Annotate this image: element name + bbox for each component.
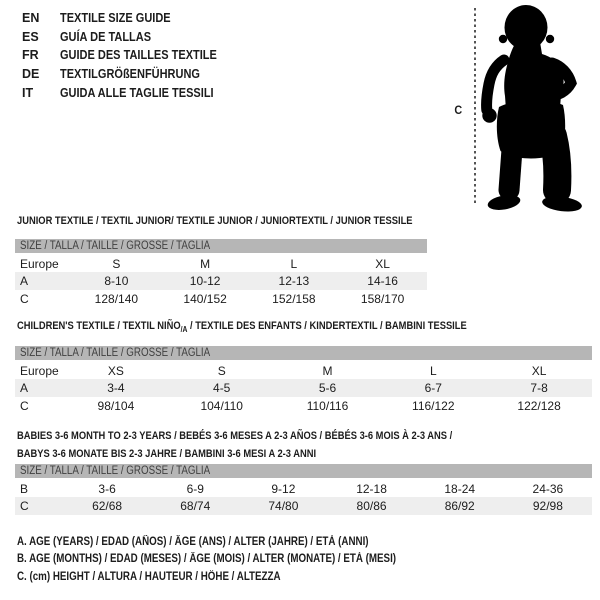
junior-size-table: [15, 239, 427, 308]
size-cell: 74/80: [239, 497, 327, 515]
size-cell: 122/128: [517, 399, 561, 413]
table-row: [15, 397, 592, 415]
size-cell: 140/152: [183, 292, 227, 306]
size-cell: 128/140: [94, 292, 139, 306]
size-cell: 158/170: [360, 292, 405, 306]
size-cell: L: [429, 363, 437, 378]
size-cell: 86/92: [416, 497, 504, 515]
row-label: C: [15, 497, 63, 515]
babies-section-title: BABIES 3-6 MONTH TO 2-3 YEARS / BEBÉS 3-6 MESES A 2-3 AÑOS / BÉBÉS 3-6 MOIS À 2-3 ANS / BABYS 3-6 MONATE BIS 2-3 JAHRE / BAMBINI 3-6 MESI A 2-3 ANNI: [17, 430, 453, 460]
language-code: EN: [22, 11, 40, 26]
size-cell: 24-36: [532, 481, 564, 496]
size-cell: S: [217, 363, 226, 378]
table-row: [15, 272, 427, 290]
language-title-block: [22, 9, 238, 102]
language-row: [22, 9, 238, 28]
size-cell: XL: [375, 256, 390, 271]
size-band-row: [15, 464, 592, 479]
size-band-label: SIZE / TALLA / TAILLE / GRÖSSE / TAGLIA: [20, 465, 211, 477]
height-label-c: C: [454, 103, 463, 117]
row-label: A: [15, 379, 63, 397]
legend-line-c: C. (cm) HEIGHT / ALTURA / HAUTEUR / HÖHE / ALTEZZA: [17, 570, 281, 583]
size-cell: 7-8: [486, 379, 592, 397]
language-title: GUÍA DE TALLAS: [60, 29, 152, 44]
size-cell: 104/110: [200, 399, 243, 413]
table-row: [15, 479, 592, 497]
size-cell: 152/158: [272, 292, 316, 306]
size-cell: 80/86: [327, 497, 415, 515]
toddler-silhouette: [462, 0, 590, 212]
toddler-shape: [482, 5, 582, 212]
language-code: DE: [22, 67, 40, 82]
size-cell: 8-10: [72, 272, 161, 290]
children-size-table: [15, 346, 592, 415]
language-code: IT: [22, 85, 34, 100]
size-cell: 98/104: [97, 399, 135, 413]
size-cell: 3-6: [98, 481, 116, 496]
table-row: [15, 361, 592, 379]
size-cell: M: [200, 256, 211, 271]
size-cell: 6-9: [186, 481, 204, 496]
size-cell: S: [112, 256, 121, 271]
size-cell: 10-12: [161, 272, 250, 290]
size-cell: XL: [531, 363, 547, 378]
legend-line-b: B. AGE (MONTHS) / EDAD (MESES) / ÂGE (MOIS) / ALTER (MONATE) / ETÀ (MESI): [17, 553, 397, 566]
legend-line-a: A. AGE (YEARS) / EDAD (AÑOS) / ÂGE (ANS) / ALTER (JAHRE) / ETÀ (ANNI): [17, 536, 369, 548]
table-row: [15, 497, 592, 515]
size-band-label: SIZE / TALLA / TAILLE / GRÖSSE / TAGLIA: [20, 240, 211, 252]
size-cell: 9-12: [271, 481, 296, 496]
size-cell: 5-6: [275, 379, 381, 397]
size-cell: 6-7: [380, 379, 486, 397]
language-row: [22, 83, 238, 102]
size-cell: 12-18: [356, 481, 387, 496]
size-cell: 116/122: [412, 399, 455, 413]
size-band-label: SIZE / TALLA / TAILLE / GRÖSSE / TAGLIA: [20, 347, 211, 359]
row-label: C: [20, 292, 29, 306]
row-label: Europe: [20, 256, 59, 271]
junior-section-title: JUNIOR TEXTILE / TEXTIL JUNIOR/ TEXTILE JUNIOR / JUNIORTEXTIL / JUNIOR TESSILE: [17, 215, 413, 227]
language-row: [22, 46, 238, 65]
size-cell: L: [290, 256, 298, 271]
babies-size-table: [15, 464, 592, 515]
table-row: [15, 290, 427, 308]
language-code: FR: [22, 48, 39, 63]
size-cell: 68/74: [151, 497, 239, 515]
size-band-row: [15, 346, 592, 361]
language-row: [22, 65, 238, 84]
size-cell: 18-24: [444, 481, 476, 496]
size-cell: 92/98: [504, 497, 592, 515]
language-title: TEXTILGRÖßENFÜHRUNG: [60, 67, 200, 82]
size-cell: 14-16: [338, 272, 427, 290]
size-cell: 3-4: [63, 379, 169, 397]
size-cell: XS: [107, 363, 124, 378]
language-code: ES: [22, 29, 39, 44]
table-row: [15, 254, 427, 272]
row-label: A: [15, 272, 72, 290]
language-title: TEXTILE SIZE GUIDE: [60, 11, 171, 26]
nino-a-subscript: /A: [180, 325, 188, 335]
table-row: [15, 379, 592, 397]
row-label: Europe: [20, 363, 59, 378]
language-row: [22, 28, 238, 47]
size-cell: M: [322, 363, 333, 378]
size-cell: 62/68: [63, 497, 151, 515]
size-cell: 110/116: [306, 399, 349, 413]
size-figure: [448, 0, 598, 214]
row-label: C: [20, 399, 29, 413]
size-band-row: [15, 239, 427, 254]
children-section-title: CHILDREN'S TEXTILE / TEXTIL $NIÑO_{/A}$ / TEXTILE DES ENFANTS / KINDERTEXTIL / BAMBINI TESSILE: [17, 320, 467, 335]
row-label: B: [20, 481, 29, 496]
size-cell: 4-5: [169, 379, 275, 397]
measurement-legend: [17, 534, 463, 586]
language-title: GUIDE DES TAILLES TEXTILE: [60, 48, 217, 63]
language-title: GUIDA ALLE TAGLIE TESSILI: [60, 85, 214, 100]
size-cell: 12-13: [250, 272, 339, 290]
